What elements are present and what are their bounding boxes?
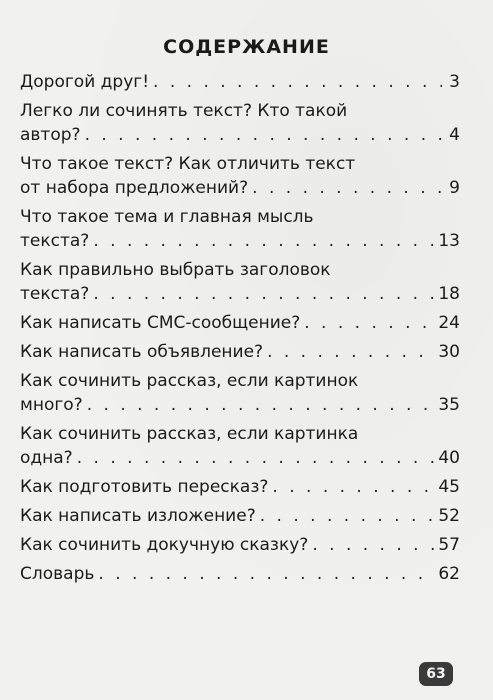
toc-entry-title-cont: текста? <box>20 284 90 304</box>
toc-dot-leader <box>312 533 434 557</box>
toc-entry-line <box>20 152 460 176</box>
table-of-contents <box>20 70 460 591</box>
toc-dot-leader <box>85 123 442 147</box>
toc-entry <box>20 533 460 557</box>
toc-entry-title-cont: текста? <box>20 231 90 251</box>
toc-entry-title-cont: автор? <box>20 125 81 145</box>
toc-page-number: 57 <box>438 535 460 555</box>
toc-entry-line <box>20 562 460 586</box>
page-number-badge: 63 <box>419 662 453 686</box>
toc-entry <box>20 369 460 417</box>
toc-page-number: 13 <box>438 231 460 251</box>
toc-entry-line <box>20 258 460 282</box>
toc-dot-leader <box>304 311 434 335</box>
toc-entry <box>20 562 460 586</box>
toc-page-number: 40 <box>438 448 460 468</box>
toc-entry-line <box>20 393 460 417</box>
toc-dot-leader <box>260 504 435 528</box>
toc-entry-title-cont: одна? <box>20 448 73 468</box>
toc-page-number: 4 <box>449 125 460 145</box>
toc-page-number: 3 <box>449 72 460 92</box>
toc-entry-line <box>20 533 460 557</box>
toc-entry-line <box>20 176 460 200</box>
toc-entry <box>20 152 460 200</box>
toc-entry <box>20 340 460 364</box>
toc-entry-title: Как написать изложение? <box>20 506 256 526</box>
toc-entry-title: Как сочинить докучную сказку? <box>20 535 309 555</box>
toc-entry-title: Что такое тема и главная мысль <box>20 207 314 227</box>
toc-entry-title: Как правильно выбрать заголовок <box>20 260 331 280</box>
toc-entry <box>20 311 460 335</box>
toc-dot-leader <box>153 70 442 94</box>
toc-page-number: 24 <box>438 313 460 333</box>
toc-entry-line <box>20 369 460 393</box>
toc-entry-line <box>20 282 460 306</box>
page-title: СОДЕРЖАНИЕ <box>163 36 330 58</box>
toc-dot-leader <box>252 176 442 200</box>
toc-entry-line <box>20 422 460 446</box>
toc-dot-leader <box>93 282 434 306</box>
toc-page-number: 62 <box>438 564 460 584</box>
toc-entry-title-cont: от набора предложений? <box>20 178 249 198</box>
toc-page-number: 30 <box>438 342 460 362</box>
toc-entry-title-cont: много? <box>20 395 83 415</box>
toc-dot-leader <box>93 229 434 253</box>
toc-entry-line <box>20 70 460 94</box>
toc-entry-title: Дорогой друг! <box>20 72 150 92</box>
toc-dot-leader <box>267 340 434 364</box>
toc-dot-leader <box>77 446 435 470</box>
toc-entry <box>20 422 460 470</box>
toc-entry-title: Что такое текст? Как отличить текст <box>20 154 356 174</box>
toc-entry-title: Как написать объявление? <box>20 342 264 362</box>
toc-entry <box>20 205 460 253</box>
toc-page-number: 45 <box>438 477 460 497</box>
toc-entry <box>20 504 460 528</box>
toc-entry-line <box>20 99 460 123</box>
toc-entry-line <box>20 123 460 147</box>
toc-dot-leader <box>272 475 434 499</box>
toc-entry <box>20 475 460 499</box>
toc-entry-title: Как сочинить рассказ, если картинок <box>20 371 359 391</box>
toc-entry-title: Словарь <box>20 564 95 584</box>
toc-entry-line <box>20 475 460 499</box>
toc-page-number: 18 <box>438 284 460 304</box>
toc-entry <box>20 99 460 147</box>
toc-page-number: 52 <box>438 506 460 526</box>
toc-entry-title: Легко ли сочинять текст? Кто такой <box>20 101 348 121</box>
toc-entry-line <box>20 446 460 470</box>
toc-entry-title: Как написать СМС-сообщение? <box>20 313 301 333</box>
toc-entry-line <box>20 504 460 528</box>
toc-entry-line <box>20 311 460 335</box>
toc-entry <box>20 70 460 94</box>
toc-entry-title: Как подготовить пересказ? <box>20 477 269 497</box>
toc-page-number: 35 <box>438 395 460 415</box>
toc-page-number: 9 <box>449 178 460 198</box>
toc-dot-leader <box>98 562 434 586</box>
toc-dot-leader <box>87 393 435 417</box>
toc-entry-line <box>20 205 460 229</box>
toc-entry-line <box>20 229 460 253</box>
toc-entry-title: Как сочинить рассказ, если картинка <box>20 424 359 444</box>
toc-entry <box>20 258 460 306</box>
toc-entry-line <box>20 340 460 364</box>
